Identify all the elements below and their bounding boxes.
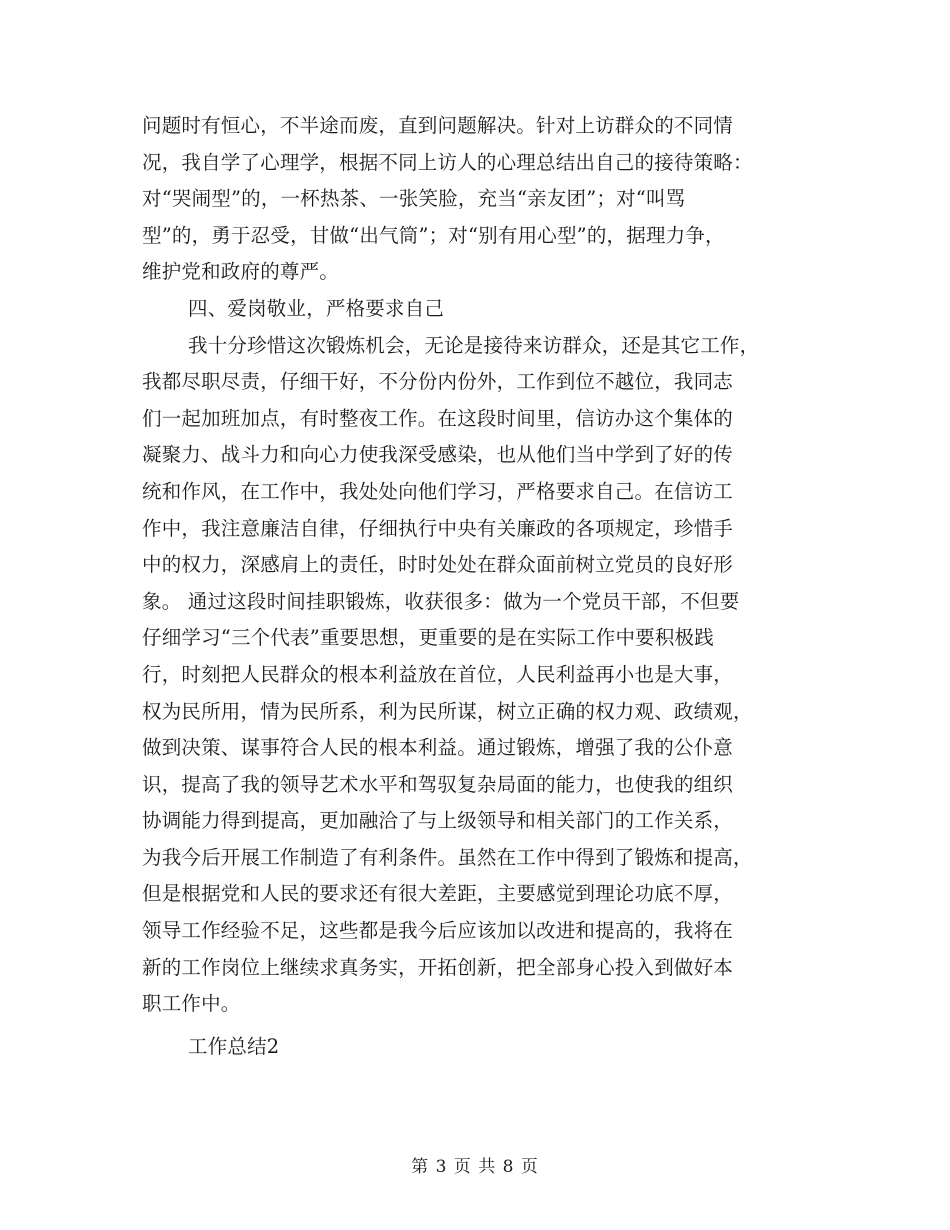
body-line-25: 职工作中。: [142, 992, 241, 1016]
section-title-work-summary-2: 工作总结2: [188, 1034, 280, 1058]
body-line-13: 中的权力，深感肩上的责任，时时处处在群众面前树立党员的良好形: [142, 553, 734, 577]
body-line-3: 对“哭闹型”的，一杯热茶、一张笑脸，充当“亲友团”；对“叫骂: [142, 187, 686, 211]
page-number-footer: 第 3 页 共 8 页: [411, 1157, 539, 1177]
body-line-9: 们一起加班加点，有时整夜工作。在这段时间里，信访办这个集体的: [142, 406, 734, 430]
body-line-24: 新的工作岗位上继续求真务实，开拓创新，把全部身心投入到做好本: [142, 955, 734, 979]
body-line-19: 识，提高了我的领导艺术水平和驾驭复杂局面的能力，也使我的组织: [142, 772, 734, 796]
body-line-8: 我都尽职尽责，仔细干好，不分份内份外，工作到位不越位，我同志: [142, 370, 734, 394]
body-line-5: 维护党和政府的尊严。: [142, 260, 340, 284]
body-line-16: 行，时刻把人民群众的根本利益放在首位，人民利益再小也是大事，: [142, 662, 734, 686]
body-line-10: 凝聚力、战斗力和向心力使我深受感染，也从他们当中学到了好的传: [142, 443, 734, 467]
body-line-4: 型”的，勇于忍受，甘做“出气筒”；对“别有用心型”的，据理力争，: [142, 223, 725, 247]
body-line-15: 仔细学习“三个代表”重要思想，更重要的是在实际工作中要积极践: [142, 626, 714, 650]
body-line-2: 况，我自学了心理学，根据不同上访人的心理总结出自己的接待策略：: [142, 150, 753, 174]
body-line-23: 领导工作经验不足，这些都是我今后应该加以改进和提高的，我将在: [142, 919, 734, 943]
body-line-22: 但是根据党和人民的要求还有很大差距，主要感觉到理论功底不厚，: [142, 882, 734, 906]
body-line-14: 象。 通过这段时间挂职锻炼，收获很多：做为一个党员干部，不但要: [142, 589, 740, 613]
body-line-12: 作中，我注意廉洁自律，仔细执行中央有关廉政的各项规定，珍惜手: [142, 516, 734, 540]
body-line-17: 权为民所用，情为民所系，利为民所谋，树立正确的权力观、政绩观，: [142, 699, 753, 723]
body-line-7: 我十分珍惜这次锻炼机会，无论是接待来访群众，还是其它工作，: [188, 333, 760, 357]
section-heading: 四、爱岗敬业，严格要求自己: [188, 296, 445, 320]
body-line-18: 做到决策、谋事符合人民的根本利益。通过锻炼，增强了我的公仆意: [142, 736, 734, 760]
document-body: [142, 108, 842, 1065]
body-line-11: 统和作风，在工作中，我处处向他们学习，严格要求自己。在信访工: [142, 479, 734, 503]
body-line-1: 问题时有恒心，不半途而废，直到问题解决。针对上访群众的不同情: [142, 114, 734, 137]
body-line-20: 协调能力得到提高，更加融洽了与上级领导和相关部门的工作关系，: [142, 809, 734, 833]
body-line-21: 为我今后开展工作制造了有利条件。虽然在工作中得到了锻炼和提高，: [142, 845, 753, 869]
